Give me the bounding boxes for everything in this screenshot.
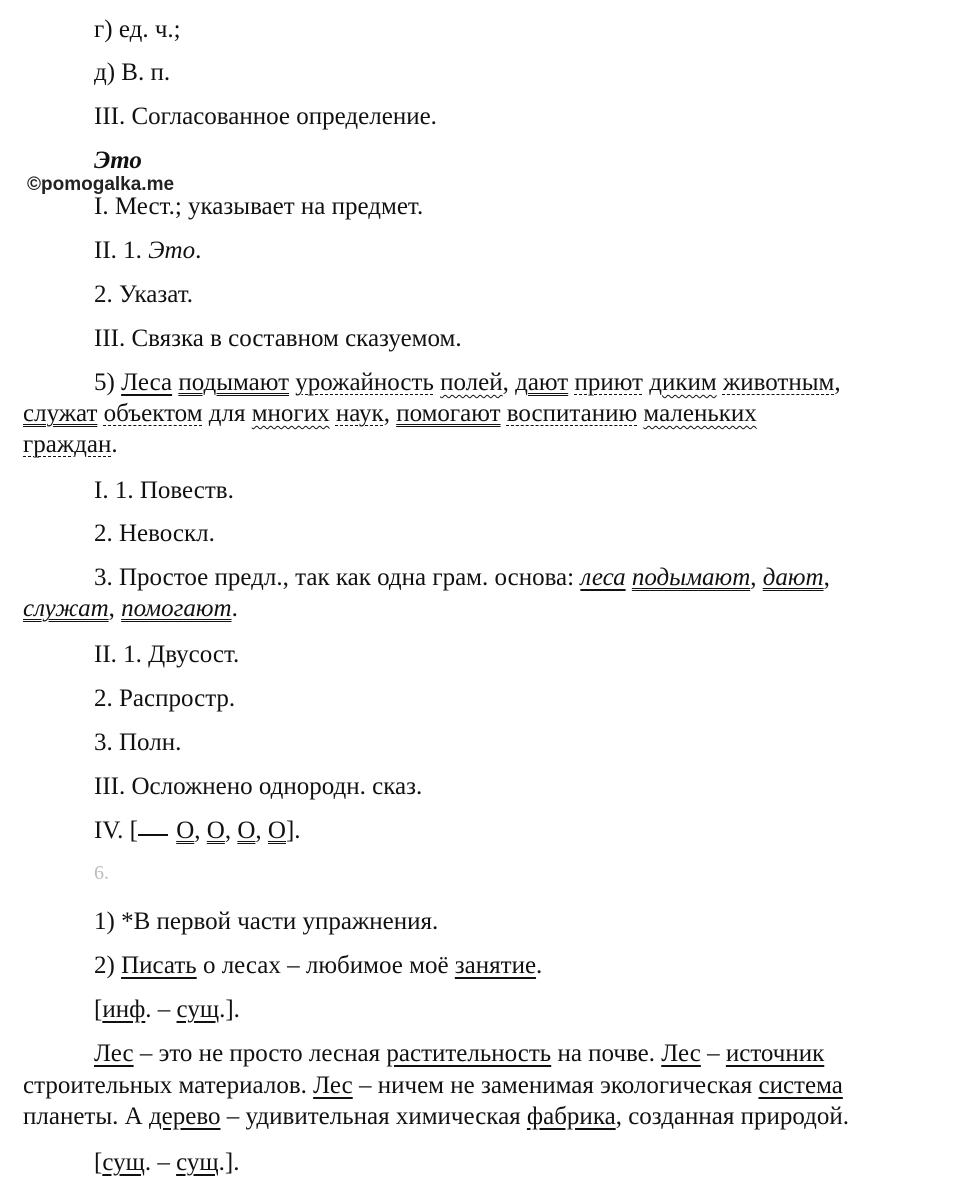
paragraph-line-1: Лес – это не просто лесная растительность на почве. Лес – источник [94, 1040, 825, 1067]
sentence-5-line-3: граждан. [23, 431, 118, 458]
line-copula: III. Связка в составном сказуемом. [94, 325, 462, 352]
analysis-two-part: II. 1. Двусост. [94, 641, 240, 668]
formula-1: [инф. – сущ.]. [94, 996, 240, 1023]
paragraph-line-2: строительных материалов. Лес – ничем не заменимая экологическая система [23, 1072, 843, 1099]
section-number: 6. [94, 862, 109, 884]
sentence-5-line-1: 5) Леса подымают урожайность полей, дают приют диким животным, [94, 369, 841, 396]
word-heading: Это [94, 147, 142, 174]
line-demonstrative: 2. Указат. [94, 281, 193, 308]
analysis-simple-sentence-line-2: служат, помогают. [23, 595, 238, 622]
line-agreed-attribute: III. Согласованное определение. [94, 103, 437, 130]
watermark: ©pomogalka.me [27, 174, 175, 195]
sentence-5-line-2: служат объектом для многих наук, помогают воспитанию маленьких [23, 400, 757, 427]
analysis-complicated: III. Осложнено однородн. сказ. [94, 773, 423, 800]
analysis-extended: 2. Распростр. [94, 685, 236, 712]
item-1: 1) *В первой части упражнения. [94, 908, 439, 935]
analysis-non-exclamatory: 2. Невоскл. [94, 520, 215, 547]
item-2: 2) Писать о лесах – любимое моё занятие. [94, 952, 543, 979]
line-g: г) ед. ч.; [94, 16, 181, 43]
formula-2: [сущ. – сущ.]. [94, 1149, 240, 1176]
line-initial-form: II. 1. Это. [94, 237, 202, 264]
line-d: д) В. п. [94, 59, 171, 86]
analysis-complete: 3. Полн. [94, 729, 182, 756]
line-pronoun: I. Мест.; указывает на предмет. [94, 193, 424, 220]
analysis-simple-sentence-line-1: 3. Простое предл., так как одна грам. основа: леса подымают, дают, [94, 564, 830, 591]
sentence-scheme: IV. [ О, О, О, О]. [94, 817, 301, 844]
subject-dash [138, 834, 168, 836]
paragraph-line-3: планеты. А дерево – удивительная химическая фабрика, созданная природой. [23, 1103, 850, 1130]
analysis-narrative: I. 1. Повеств. [94, 477, 234, 504]
